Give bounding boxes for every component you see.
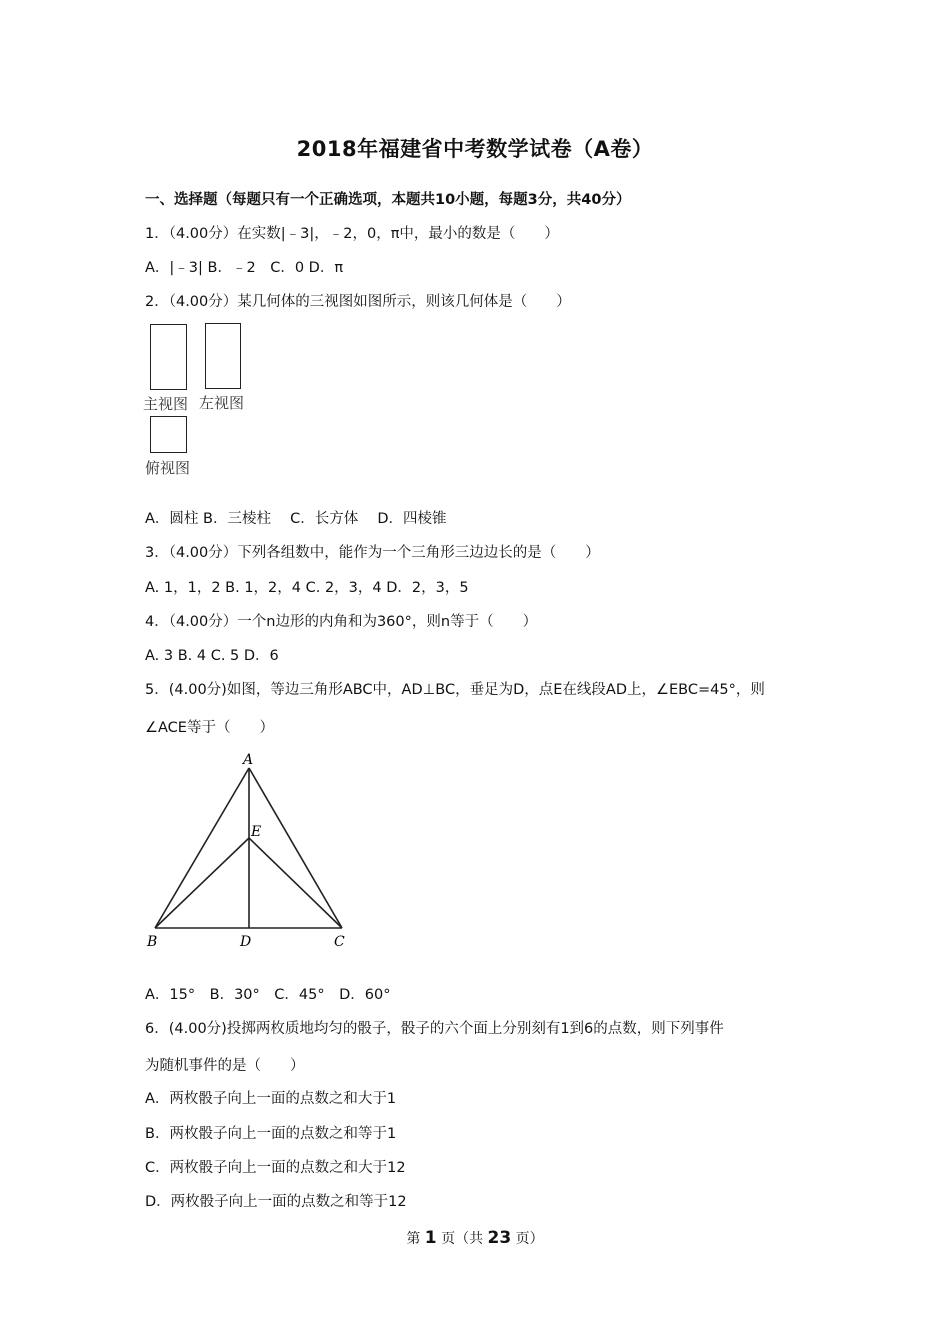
q3-options: A. 1，1，2 B. 1，2，4 C. 2，3，4 D．2，3，5 [145,580,469,596]
q5-stem-line2: ∠ACE等于（ ） [145,720,274,736]
footer-mid: 页（共 [441,1231,484,1247]
footer-pre: 第 [406,1231,421,1247]
exam-title: 2018年福建省中考数学试卷（A卷） [296,137,654,161]
footer-page-number: 1 [424,1228,437,1248]
q6-option-d: D．两枚骰子向上一面的点数之和等于12 [145,1194,407,1210]
segment-ce [249,838,342,928]
front-view-label: 主视图 [143,395,189,413]
q6-option-a: A．两枚骰子向上一面的点数之和大于1 [145,1091,397,1107]
left-view-rect [205,323,241,389]
q2-stem: 2．（4.00分）某几何体的三视图如图所示，则该几何体是（ ） [145,294,571,310]
q3-stem: 3．（4.00分）下列各组数中，能作为一个三角形三边边长的是（ ） [145,545,600,561]
q6-option-c: C．两枚骰子向上一面的点数之和大于12 [145,1160,406,1176]
top-view-label: 俯视图 [145,459,191,477]
vertex-c-label: C [334,934,345,950]
q5-options: A．15° B．30° C．45° D．60° [145,987,391,1003]
top-view-rect [150,416,187,453]
vertex-d-label: D [240,934,252,950]
side-ab [155,768,249,928]
q6-stem-line1: 6．(4.00分)投掷两枚质地均匀的骰子，骰子的六个面上分别刻有1到6的点数，则下列事件 [145,1021,724,1037]
front-view-rect [150,324,187,390]
q6-option-b: B．两枚骰子向上一面的点数之和等于1 [145,1126,397,1142]
q5-stem-line1: 5．(4.00分)如图，等边三角形ABC中，AD⊥BC，垂足为D，点E在线段AD上，∠EBC=45°，则 [145,682,765,698]
q4-stem: 4．（4.00分）一个n边形的内角和为360°，则n等于（ ） [145,614,538,630]
vertex-e-label: E [251,824,262,840]
left-view-label: 左视图 [199,394,245,412]
q4-options: A. 3 B. 4 C. 5 D．6 [145,648,279,664]
section-heading: 一、选择题（每题只有一个正确选项，本题共10小题，每题3分，共40分） [145,192,631,208]
vertex-a-label: A [243,752,254,768]
vertex-b-label: B [147,934,158,950]
footer-total-pages: 23 [487,1228,512,1248]
page-footer [0,1228,950,1248]
q1-options: A．|﹣3| B．﹣2 C．0 D．π [145,260,344,276]
footer-post: 页） [515,1231,544,1247]
q5-triangle-figure [140,748,360,954]
q6-stem-line2: 为随机事件的是（ ） [145,1058,305,1074]
q2-options: A．圆柱 B．三棱柱 C．长方体 D．四棱锥 [145,511,447,527]
q1-stem: 1．（4.00分）在实数|﹣3|，﹣2，0，π中，最小的数是（ ） [145,226,559,242]
segment-be [155,838,249,928]
side-ac [249,768,342,928]
